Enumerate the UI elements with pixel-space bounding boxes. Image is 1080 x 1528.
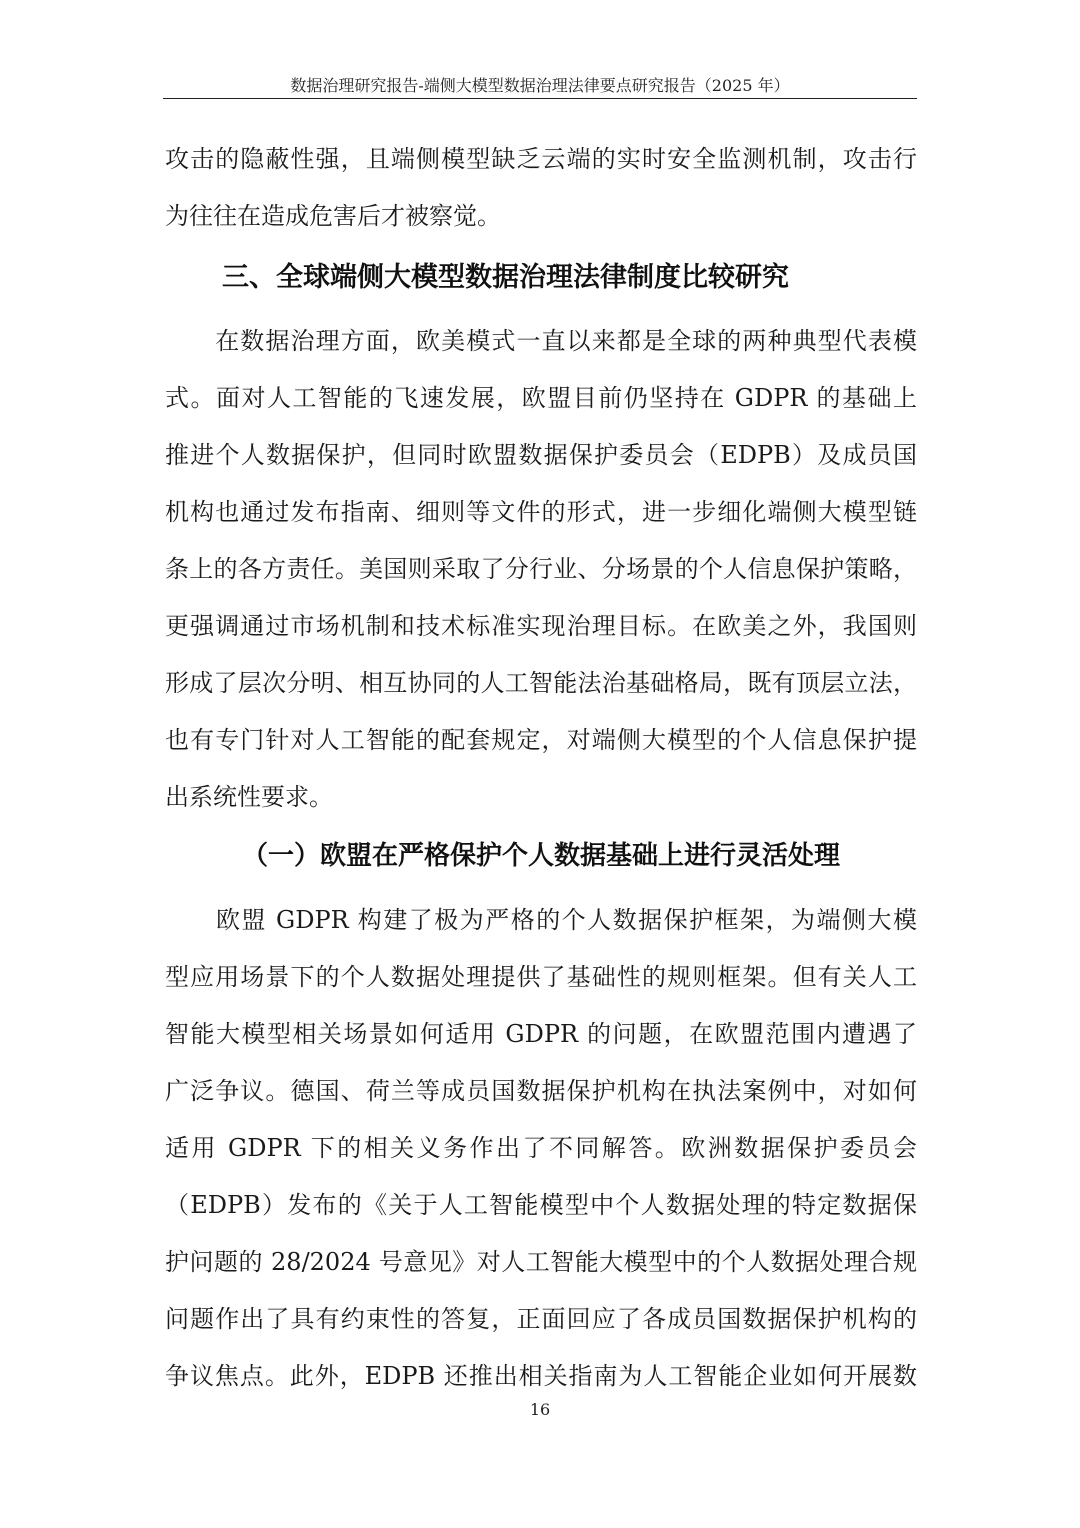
subsection-paragraph-line-7: 护问题的 28/2024 号意见》对人工智能大模型中的个人数据处理合规 xyxy=(165,1248,917,1276)
subsection-heading: （一）欧盟在严格保护个人数据基础上进行灵活处理 xyxy=(241,841,840,871)
section-paragraph-line-6: 更强调通过市场机制和技术标准实现治理目标。在欧美之外，我国则 xyxy=(165,612,917,640)
subsection-paragraph-line-6: （EDPB）发布的《关于人工智能模型中个人数据处理的特定数据保 xyxy=(165,1191,917,1219)
running-header: 数据治理研究报告-端侧大模型数据治理法律要点研究报告（2025 年） xyxy=(290,76,790,95)
header-divider xyxy=(163,98,917,99)
subsection-paragraph-line-9: 争议焦点。此外，EDPB 还推出相关指南为人工智能企业如何开展数 xyxy=(165,1362,917,1390)
section-paragraph-line-2: 式。面对人工智能的飞速发展，欧盟目前仍坚持在 GDPR 的基础上 xyxy=(165,384,917,412)
subsection-paragraph-line-1: 欧盟 GDPR 构建了极为严格的个人数据保护框架，为端侧大模 xyxy=(165,906,917,934)
section-paragraph-line-9: 出系统性要求。 xyxy=(165,783,333,811)
section-paragraph-line-4: 机构也通过发布指南、细则等文件的形式，进一步细化端侧大模型链 xyxy=(165,498,917,526)
section-paragraph-line-8: 也有专门针对人工智能的配套规定，对端侧大模型的个人信息保护提 xyxy=(165,726,917,754)
section-paragraph-line-7: 形成了层次分明、相互协同的人工智能法治基础格局，既有顶层立法， xyxy=(165,669,917,697)
section-paragraph-line-3: 推进个人数据保护，但同时欧盟数据保护委员会（EDPB）及成员国 xyxy=(165,441,917,469)
section-paragraph-line-1: 在数据治理方面，欧美模式一直以来都是全球的两种典型代表模 xyxy=(165,327,917,355)
intro-line-1: 攻击的隐蔽性强，且端侧模型缺乏云端的实时安全监测机制，攻击行 xyxy=(165,145,917,173)
subsection-paragraph-line-3: 智能大模型相关场景如何适用 GDPR 的问题，在欧盟范围内遭遇了 xyxy=(165,1020,917,1048)
subsection-paragraph-line-8: 问题作出了具有约束性的答复，正面回应了各成员国数据保护机构的 xyxy=(165,1305,917,1333)
section-paragraph-line-5: 条上的各方责任。美国则采取了分行业、分场景的个人信息保护策略， xyxy=(165,555,917,583)
subsection-paragraph-line-4: 广泛争议。德国、荷兰等成员国数据保护机构在执法案例中，对如何 xyxy=(165,1077,917,1105)
subsection-paragraph-line-5: 适用 GDPR 下的相关义务作出了不同解答。欧洲数据保护委员会 xyxy=(165,1134,917,1162)
section-heading: 三、全球端侧大模型数据治理法律制度比较研究 xyxy=(222,262,789,293)
subsection-paragraph-line-2: 型应用场景下的个人数据处理提供了基础性的规则框架。但有关人工 xyxy=(165,963,917,991)
intro-line-2: 为往往在造成危害后才被察觉。 xyxy=(165,202,501,230)
page-number: 16 xyxy=(529,1400,551,1419)
